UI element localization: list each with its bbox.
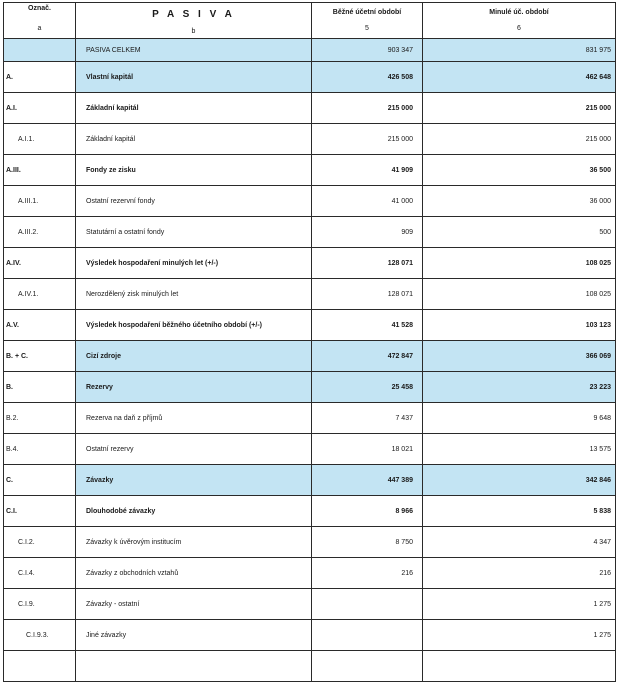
table-row xyxy=(4,496,616,527)
row-name: Fondy ze zisku xyxy=(76,155,312,186)
header-name-cell xyxy=(76,3,312,39)
row-code: B.4. xyxy=(4,434,76,465)
table-row xyxy=(4,372,616,403)
table-row xyxy=(4,310,616,341)
row-current-value xyxy=(312,589,423,620)
row-previous-value: 831 975 xyxy=(423,39,616,62)
row-previous-value: 108 025 xyxy=(423,279,616,310)
row-current-value: 41 000 xyxy=(312,186,423,217)
row-name: Jiné závazky xyxy=(76,620,312,651)
row-name: Rezerva na daň z příjmů xyxy=(76,403,312,434)
row-current-value: 18 021 xyxy=(312,434,423,465)
row-code: A.I. xyxy=(4,93,76,124)
row-previous-value: 5 838 xyxy=(423,496,616,527)
table-row xyxy=(4,434,616,465)
row-name: Vlastní kapitál xyxy=(76,62,312,93)
row-code: C.I.2. xyxy=(4,527,76,558)
table-row xyxy=(4,39,616,62)
row-previous-value: 215 000 xyxy=(423,124,616,155)
row-name: Závazky xyxy=(76,465,312,496)
row-previous-value: 215 000 xyxy=(423,93,616,124)
row-current-value: 472 847 xyxy=(312,341,423,372)
row-current-value: 909 xyxy=(312,217,423,248)
row-name: Závazky k úvěrovým institucím xyxy=(76,527,312,558)
row-code xyxy=(4,39,76,62)
row-previous-value: 23 223 xyxy=(423,372,616,403)
table-row xyxy=(4,93,616,124)
row-code: A.IV. xyxy=(4,248,76,279)
row-code: A.V. xyxy=(4,310,76,341)
header-code-cell xyxy=(4,3,76,39)
row-code: A.I.1. xyxy=(4,124,76,155)
row-name: Ostatní rezervní fondy xyxy=(76,186,312,217)
row-code: A.III. xyxy=(4,155,76,186)
liabilities-table xyxy=(3,2,616,682)
row-name: Statutární a ostatní fondy xyxy=(76,217,312,248)
balance-sheet-liabilities xyxy=(3,2,615,682)
row-current-value: 8 966 xyxy=(312,496,423,527)
row-current-value: 903 347 xyxy=(312,39,423,62)
row-name xyxy=(76,651,312,682)
row-current-value xyxy=(312,651,423,682)
row-code xyxy=(4,651,76,682)
row-name: Cizí zdroje xyxy=(76,341,312,372)
row-previous-value: 462 648 xyxy=(423,62,616,93)
row-code: C. xyxy=(4,465,76,496)
row-code: A.III.2. xyxy=(4,217,76,248)
row-previous-value: 9 648 xyxy=(423,403,616,434)
table-row xyxy=(4,403,616,434)
table-row xyxy=(4,248,616,279)
row-current-value: 215 000 xyxy=(312,93,423,124)
row-code: A.III.1. xyxy=(4,186,76,217)
row-current-value: 7 437 xyxy=(312,403,423,434)
header-current-cell xyxy=(312,3,423,39)
row-previous-value: 342 846 xyxy=(423,465,616,496)
row-previous-value: 500 xyxy=(423,217,616,248)
header-current-title: Běžné účetní období xyxy=(332,9,402,16)
header-current-sub: 5 xyxy=(365,25,369,32)
row-code: B. + C. xyxy=(4,341,76,372)
table-row xyxy=(4,186,616,217)
row-previous-value: 36 500 xyxy=(423,155,616,186)
header-previous-cell xyxy=(423,3,616,39)
table-row xyxy=(4,124,616,155)
row-current-value: 216 xyxy=(312,558,423,589)
row-current-value: 128 071 xyxy=(312,248,423,279)
row-code: C.I.9. xyxy=(4,589,76,620)
row-name: Ostatní rezervy xyxy=(76,434,312,465)
row-previous-value: 216 xyxy=(423,558,616,589)
table-row-partial xyxy=(4,651,616,682)
row-name: Dlouhodobé závazky xyxy=(76,496,312,527)
row-name: Závazky z obchodních vztahů xyxy=(76,558,312,589)
row-previous-value: 13 575 xyxy=(423,434,616,465)
row-name: Závazky - ostatní xyxy=(76,589,312,620)
header-name-sub: b xyxy=(191,28,196,35)
row-previous-value xyxy=(423,651,616,682)
table-row xyxy=(4,279,616,310)
row-previous-value: 4 347 xyxy=(423,527,616,558)
header-pasiva-title: P A S I V A xyxy=(152,9,235,20)
row-code: B.2. xyxy=(4,403,76,434)
table-row xyxy=(4,620,616,651)
table-row xyxy=(4,217,616,248)
table-row xyxy=(4,341,616,372)
row-name: Základní kapitál xyxy=(76,93,312,124)
row-name: Základní kapitál xyxy=(76,124,312,155)
row-name: PASIVA CELKEM xyxy=(76,39,312,62)
row-code: B. xyxy=(4,372,76,403)
header-row xyxy=(4,3,616,39)
row-name: Výsledek hospodaření minulých let (+/-) xyxy=(76,248,312,279)
row-name: Výsledek hospodaření běžného účetního období (+/-) xyxy=(76,310,312,341)
row-name: Nerozdělený zisk minulých let xyxy=(76,279,312,310)
header-previous-sub: 6 xyxy=(517,25,521,32)
row-previous-value: 1 275 xyxy=(423,589,616,620)
row-name: Rezervy xyxy=(76,372,312,403)
row-current-value: 41 528 xyxy=(312,310,423,341)
row-current-value: 426 508 xyxy=(312,62,423,93)
table-row xyxy=(4,465,616,496)
row-current-value: 447 389 xyxy=(312,465,423,496)
table-row xyxy=(4,155,616,186)
header-code-title: Označ. xyxy=(28,5,51,12)
row-current-value: 41 909 xyxy=(312,155,423,186)
row-code: A.IV.1. xyxy=(4,279,76,310)
table-row xyxy=(4,589,616,620)
row-code: C.I. xyxy=(4,496,76,527)
row-current-value: 128 071 xyxy=(312,279,423,310)
row-current-value xyxy=(312,620,423,651)
row-previous-value: 366 069 xyxy=(423,341,616,372)
row-current-value: 25 458 xyxy=(312,372,423,403)
header-previous-title: Minulé úč. období xyxy=(489,9,549,16)
row-previous-value: 36 000 xyxy=(423,186,616,217)
row-current-value: 8 750 xyxy=(312,527,423,558)
row-current-value: 215 000 xyxy=(312,124,423,155)
row-previous-value: 108 025 xyxy=(423,248,616,279)
row-previous-value: 103 123 xyxy=(423,310,616,341)
table-row xyxy=(4,558,616,589)
row-code: A. xyxy=(4,62,76,93)
table-row xyxy=(4,527,616,558)
table-row xyxy=(4,62,616,93)
header-code-sub: a xyxy=(37,25,42,32)
row-previous-value: 1 275 xyxy=(423,620,616,651)
row-code: C.I.9.3. xyxy=(4,620,76,651)
row-code: C.I.4. xyxy=(4,558,76,589)
